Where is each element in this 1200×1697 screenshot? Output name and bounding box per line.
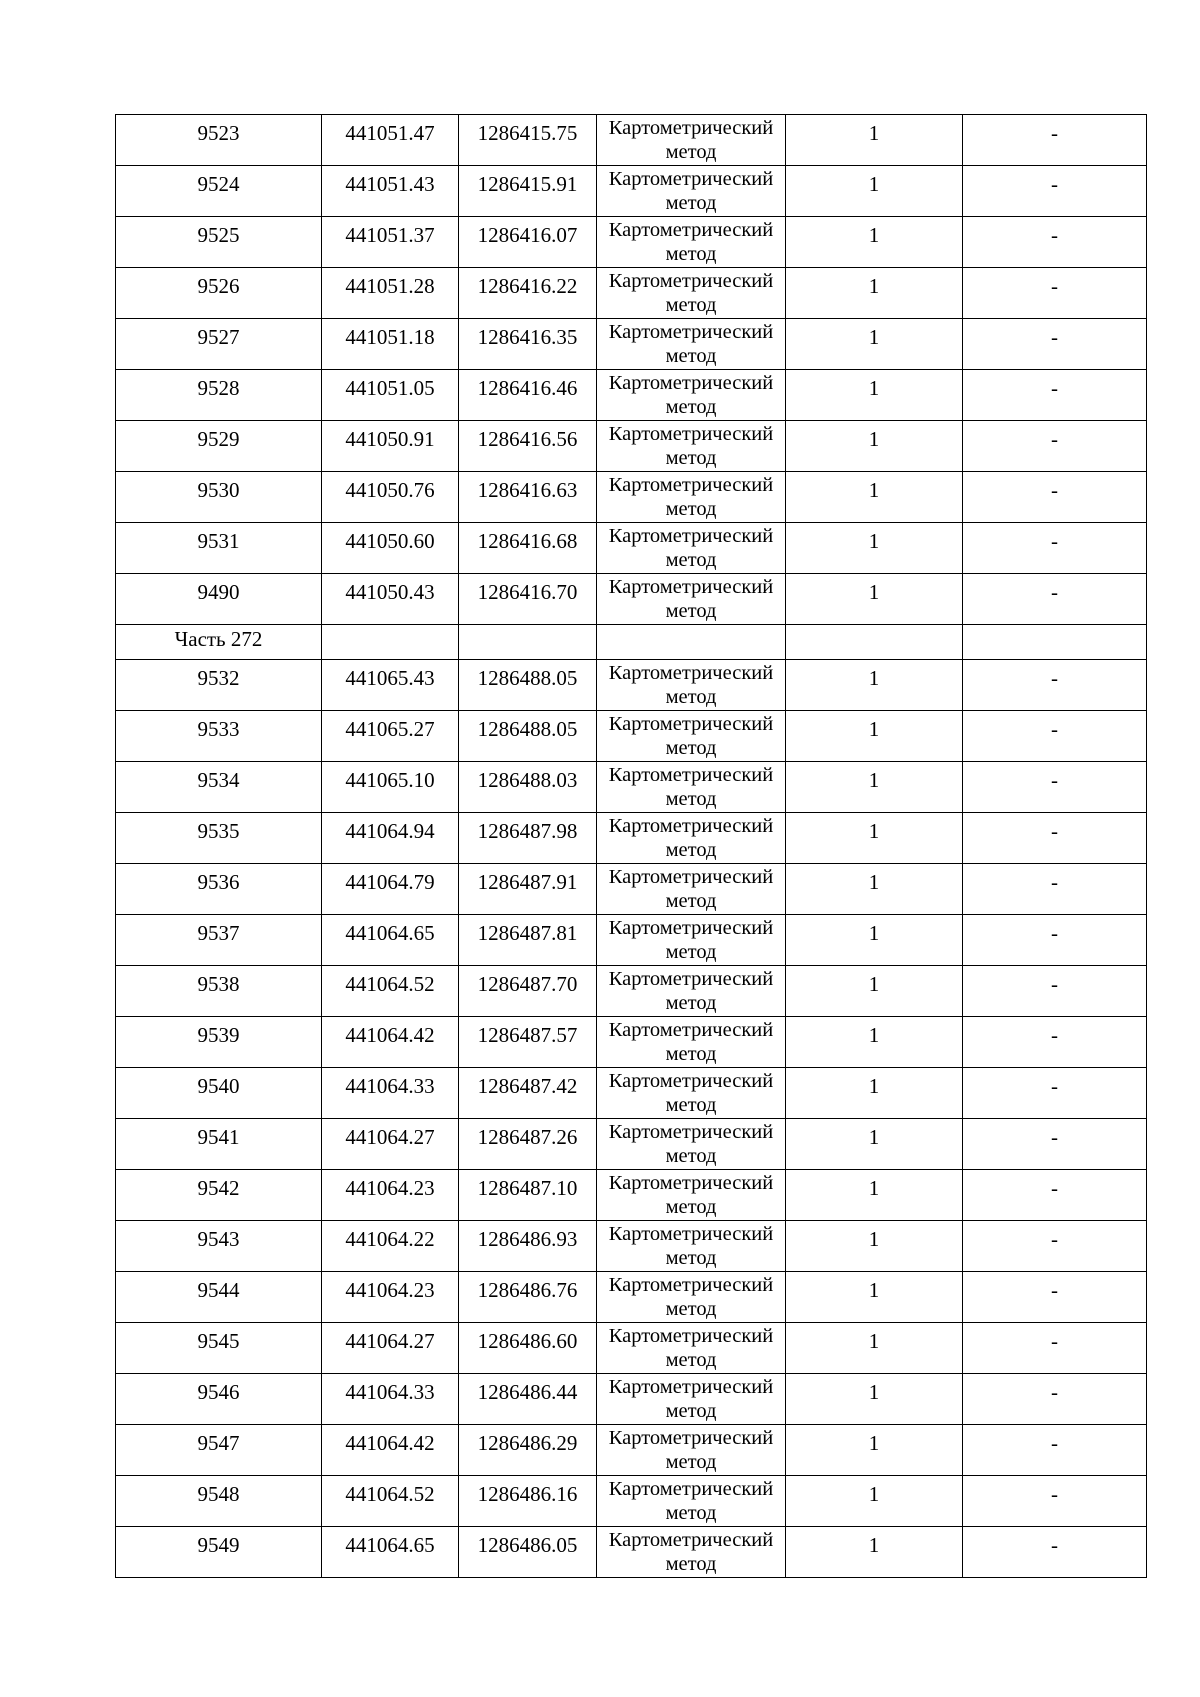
point-id-cell: 9537 (116, 915, 322, 966)
point-id-cell: 9531 (116, 523, 322, 574)
method-line-2: метод (665, 294, 717, 316)
x-coordinate-cell: 441051.43 (322, 166, 459, 217)
y-coordinate-cell: 1286487.70 (459, 966, 597, 1017)
point-id-cell: 9533 (116, 711, 322, 762)
accuracy-cell: 1 (786, 1119, 963, 1170)
method-cell (597, 217, 786, 268)
y-coordinate-cell: 1286416.70 (459, 574, 597, 625)
method-line-1: Картометрический (608, 117, 774, 139)
note-cell: - (963, 1272, 1147, 1323)
method-line-2: метод (665, 345, 717, 367)
note-cell: - (963, 864, 1147, 915)
point-id-cell: 9543 (116, 1221, 322, 1272)
table-row (116, 660, 1147, 711)
method-line-2: метод (665, 737, 717, 759)
method-line-1: Картометрический (608, 321, 774, 343)
table-row (116, 762, 1147, 813)
x-coordinate-cell: 441050.60 (322, 523, 459, 574)
method-cell (597, 915, 786, 966)
method-line-2: метод (665, 447, 717, 469)
point-id-cell: 9549 (116, 1527, 322, 1578)
x-coordinate-cell: 441064.42 (322, 1425, 459, 1476)
table-row (116, 813, 1147, 864)
x-coordinate-cell: 441064.65 (322, 915, 459, 966)
y-coordinate-cell: 1286487.81 (459, 915, 597, 966)
note-cell: - (963, 370, 1147, 421)
table-row (116, 574, 1147, 625)
method-line-1: Картометрический (608, 1172, 774, 1194)
point-id-cell: 9526 (116, 268, 322, 319)
method-line-2: метод (665, 941, 717, 963)
method-line-2: метод (665, 600, 717, 622)
accuracy-cell: 1 (786, 523, 963, 574)
note-cell: - (963, 1476, 1147, 1527)
note-cell: - (963, 115, 1147, 166)
note-cell: - (963, 472, 1147, 523)
method-cell (597, 1425, 786, 1476)
method-line-2: метод (665, 1298, 717, 1320)
point-id-cell: 9535 (116, 813, 322, 864)
method-line-2: метод (665, 1247, 717, 1269)
x-coordinate-cell: 441064.23 (322, 1272, 459, 1323)
accuracy-cell: 1 (786, 1272, 963, 1323)
method-line-2: метод (665, 1145, 717, 1167)
y-coordinate-cell: 1286487.42 (459, 1068, 597, 1119)
table-row (116, 268, 1147, 319)
method-line-2: метод (665, 1553, 717, 1575)
note-cell: - (963, 762, 1147, 813)
point-id-cell: 9534 (116, 762, 322, 813)
accuracy-cell: 1 (786, 711, 963, 762)
method-line-1: Картометрический (608, 1121, 774, 1143)
method-line-2: метод (665, 1451, 717, 1473)
x-coordinate-cell: 441064.33 (322, 1068, 459, 1119)
point-id-cell: 9546 (116, 1374, 322, 1425)
method-line-2: метод (665, 1196, 717, 1218)
note-cell: - (963, 1374, 1147, 1425)
method-line-2: метод (665, 192, 717, 214)
method-cell (597, 319, 786, 370)
accuracy-cell: 1 (786, 370, 963, 421)
table-row (116, 1170, 1147, 1221)
point-id-cell: 9541 (116, 1119, 322, 1170)
x-coordinate-cell: 441064.42 (322, 1017, 459, 1068)
y-coordinate-cell: 1286486.05 (459, 1527, 597, 1578)
note-cell: - (963, 1017, 1147, 1068)
method-cell (597, 1527, 786, 1578)
note-cell: - (963, 268, 1147, 319)
empty-cell (786, 625, 963, 660)
method-line-2: метод (665, 549, 717, 571)
method-line-1: Картометрический (608, 1070, 774, 1092)
x-coordinate-cell: 441065.10 (322, 762, 459, 813)
table-row (116, 370, 1147, 421)
table-row (116, 1017, 1147, 1068)
method-line-1: Картометрический (608, 764, 774, 786)
method-line-1: Картометрический (608, 662, 774, 684)
method-line-1: Картометрический (608, 713, 774, 735)
point-id-cell: 9527 (116, 319, 322, 370)
y-coordinate-cell: 1286487.98 (459, 813, 597, 864)
table-row (116, 421, 1147, 472)
accuracy-cell: 1 (786, 1323, 963, 1374)
accuracy-cell: 1 (786, 319, 963, 370)
table-row (116, 1374, 1147, 1425)
y-coordinate-cell: 1286486.16 (459, 1476, 597, 1527)
method-cell (597, 813, 786, 864)
method-line-1: Картометрический (608, 168, 774, 190)
method-line-1: Картометрический (608, 372, 774, 394)
table-row (116, 915, 1147, 966)
x-coordinate-cell: 441064.27 (322, 1119, 459, 1170)
point-id-cell: 9532 (116, 660, 322, 711)
table-row (116, 217, 1147, 268)
table-row (116, 1272, 1147, 1323)
y-coordinate-cell: 1286416.56 (459, 421, 597, 472)
accuracy-cell: 1 (786, 864, 963, 915)
point-id-cell: 9525 (116, 217, 322, 268)
method-line-1: Картометрический (608, 1019, 774, 1041)
method-cell (597, 660, 786, 711)
method-line-2: метод (665, 839, 717, 861)
method-cell (597, 1323, 786, 1374)
y-coordinate-cell: 1286486.76 (459, 1272, 597, 1323)
method-line-2: метод (665, 1094, 717, 1116)
section-label: Часть 272 (116, 625, 322, 660)
table-row (116, 1527, 1147, 1578)
note-cell: - (963, 1221, 1147, 1272)
accuracy-cell: 1 (786, 660, 963, 711)
x-coordinate-cell: 441064.27 (322, 1323, 459, 1374)
point-id-cell: 9542 (116, 1170, 322, 1221)
accuracy-cell: 1 (786, 1068, 963, 1119)
method-line-2: метод (665, 686, 717, 708)
accuracy-cell: 1 (786, 762, 963, 813)
method-line-1: Картометрический (608, 1376, 774, 1398)
y-coordinate-cell: 1286416.07 (459, 217, 597, 268)
note-cell: - (963, 1323, 1147, 1374)
method-cell (597, 1068, 786, 1119)
y-coordinate-cell: 1286416.63 (459, 472, 597, 523)
x-coordinate-cell: 441064.65 (322, 1527, 459, 1578)
x-coordinate-cell: 441064.52 (322, 1476, 459, 1527)
method-cell (597, 1476, 786, 1527)
method-line-2: метод (665, 788, 717, 810)
method-line-1: Картометрический (608, 1223, 774, 1245)
table-row (116, 472, 1147, 523)
y-coordinate-cell: 1286486.44 (459, 1374, 597, 1425)
y-coordinate-cell: 1286487.26 (459, 1119, 597, 1170)
note-cell: - (963, 915, 1147, 966)
point-id-cell: 9536 (116, 864, 322, 915)
accuracy-cell: 1 (786, 1425, 963, 1476)
method-line-1: Картометрический (608, 576, 774, 598)
table-row (116, 1323, 1147, 1374)
y-coordinate-cell: 1286416.68 (459, 523, 597, 574)
note-cell: - (963, 523, 1147, 574)
accuracy-cell: 1 (786, 1170, 963, 1221)
accuracy-cell: 1 (786, 115, 963, 166)
y-coordinate-cell: 1286486.93 (459, 1221, 597, 1272)
method-line-1: Картометрический (608, 1325, 774, 1347)
method-cell (597, 1170, 786, 1221)
table-row (116, 711, 1147, 762)
method-line-2: метод (665, 890, 717, 912)
method-cell (597, 268, 786, 319)
y-coordinate-cell: 1286488.05 (459, 660, 597, 711)
accuracy-cell: 1 (786, 1017, 963, 1068)
table-row (116, 966, 1147, 1017)
note-cell: - (963, 1527, 1147, 1578)
accuracy-cell: 1 (786, 1476, 963, 1527)
note-cell: - (963, 1425, 1147, 1476)
method-line-2: метод (665, 1349, 717, 1371)
x-coordinate-cell: 441051.47 (322, 115, 459, 166)
y-coordinate-cell: 1286488.05 (459, 711, 597, 762)
table-row (116, 166, 1147, 217)
accuracy-cell: 1 (786, 217, 963, 268)
accuracy-cell: 1 (786, 421, 963, 472)
method-cell (597, 574, 786, 625)
accuracy-cell: 1 (786, 966, 963, 1017)
method-cell (597, 1221, 786, 1272)
x-coordinate-cell: 441051.05 (322, 370, 459, 421)
table-row (116, 1425, 1147, 1476)
y-coordinate-cell: 1286486.29 (459, 1425, 597, 1476)
method-cell (597, 711, 786, 762)
method-line-2: метод (665, 141, 717, 163)
point-id-cell: 9545 (116, 1323, 322, 1374)
x-coordinate-cell: 441050.43 (322, 574, 459, 625)
point-id-cell: 9547 (116, 1425, 322, 1476)
note-cell: - (963, 966, 1147, 1017)
method-line-2: метод (665, 992, 717, 1014)
method-line-1: Картометрический (608, 1478, 774, 1500)
method-cell (597, 115, 786, 166)
x-coordinate-cell: 441050.76 (322, 472, 459, 523)
method-cell (597, 1017, 786, 1068)
note-cell: - (963, 217, 1147, 268)
point-id-cell: 9539 (116, 1017, 322, 1068)
method-line-2: метод (665, 1400, 717, 1422)
coordinates-table (115, 114, 1147, 1578)
method-line-2: метод (665, 1502, 717, 1524)
method-cell (597, 966, 786, 1017)
table-row (116, 1476, 1147, 1527)
y-coordinate-cell: 1286487.57 (459, 1017, 597, 1068)
table-row (116, 523, 1147, 574)
note-cell: - (963, 711, 1147, 762)
method-cell (597, 421, 786, 472)
coordinates-table-body (116, 115, 1147, 1578)
method-line-2: метод (665, 1043, 717, 1065)
method-line-1: Картометрический (608, 525, 774, 547)
y-coordinate-cell: 1286416.22 (459, 268, 597, 319)
x-coordinate-cell: 441064.79 (322, 864, 459, 915)
point-id-cell: 9523 (116, 115, 322, 166)
method-line-1: Картометрический (608, 1274, 774, 1296)
table-row (116, 864, 1147, 915)
method-line-1: Картометрический (608, 1529, 774, 1551)
empty-cell (597, 625, 786, 660)
y-coordinate-cell: 1286488.03 (459, 762, 597, 813)
method-cell (597, 523, 786, 574)
method-line-1: Картометрический (608, 917, 774, 939)
note-cell: - (963, 421, 1147, 472)
method-cell (597, 762, 786, 813)
method-cell (597, 1374, 786, 1425)
y-coordinate-cell: 1286486.60 (459, 1323, 597, 1374)
x-coordinate-cell: 441064.22 (322, 1221, 459, 1272)
x-coordinate-cell: 441051.28 (322, 268, 459, 319)
x-coordinate-cell: 441051.18 (322, 319, 459, 370)
y-coordinate-cell: 1286487.10 (459, 1170, 597, 1221)
point-id-cell: 9528 (116, 370, 322, 421)
table-row (116, 1119, 1147, 1170)
note-cell: - (963, 1170, 1147, 1221)
y-coordinate-cell: 1286487.91 (459, 864, 597, 915)
point-id-cell: 9540 (116, 1068, 322, 1119)
method-line-1: Картометрический (608, 219, 774, 241)
note-cell: - (963, 660, 1147, 711)
y-coordinate-cell: 1286416.46 (459, 370, 597, 421)
accuracy-cell: 1 (786, 1374, 963, 1425)
method-cell (597, 1272, 786, 1323)
point-id-cell: 9530 (116, 472, 322, 523)
table-row (116, 1221, 1147, 1272)
accuracy-cell: 1 (786, 166, 963, 217)
method-line-1: Картометрический (608, 866, 774, 888)
x-coordinate-cell: 441064.33 (322, 1374, 459, 1425)
note-cell: - (963, 1068, 1147, 1119)
x-coordinate-cell: 441065.27 (322, 711, 459, 762)
point-id-cell: 9490 (116, 574, 322, 625)
accuracy-cell: 1 (786, 574, 963, 625)
note-cell: - (963, 319, 1147, 370)
empty-cell (322, 625, 459, 660)
method-line-1: Картометрический (608, 423, 774, 445)
table-row (116, 115, 1147, 166)
note-cell: - (963, 1119, 1147, 1170)
x-coordinate-cell: 441051.37 (322, 217, 459, 268)
empty-cell (963, 625, 1147, 660)
y-coordinate-cell: 1286416.35 (459, 319, 597, 370)
method-cell (597, 166, 786, 217)
x-coordinate-cell: 441065.43 (322, 660, 459, 711)
method-cell (597, 472, 786, 523)
method-cell (597, 864, 786, 915)
point-id-cell: 9524 (116, 166, 322, 217)
method-line-2: метод (665, 243, 717, 265)
note-cell: - (963, 574, 1147, 625)
accuracy-cell: 1 (786, 472, 963, 523)
y-coordinate-cell: 1286415.75 (459, 115, 597, 166)
method-line-2: метод (665, 498, 717, 520)
point-id-cell: 9548 (116, 1476, 322, 1527)
note-cell: - (963, 813, 1147, 864)
accuracy-cell: 1 (786, 268, 963, 319)
method-line-1: Картометрический (608, 270, 774, 292)
method-line-2: метод (665, 396, 717, 418)
method-cell (597, 1119, 786, 1170)
table-row (116, 1068, 1147, 1119)
method-line-1: Картометрический (608, 968, 774, 990)
empty-cell (459, 625, 597, 660)
table-row (116, 319, 1147, 370)
x-coordinate-cell: 441064.23 (322, 1170, 459, 1221)
x-coordinate-cell: 441050.91 (322, 421, 459, 472)
y-coordinate-cell: 1286415.91 (459, 166, 597, 217)
note-cell: - (963, 166, 1147, 217)
method-cell (597, 370, 786, 421)
accuracy-cell: 1 (786, 813, 963, 864)
method-line-1: Картометрический (608, 474, 774, 496)
x-coordinate-cell: 441064.52 (322, 966, 459, 1017)
accuracy-cell: 1 (786, 915, 963, 966)
x-coordinate-cell: 441064.94 (322, 813, 459, 864)
method-line-1: Картометрический (608, 1427, 774, 1449)
point-id-cell: 9529 (116, 421, 322, 472)
point-id-cell: 9544 (116, 1272, 322, 1323)
accuracy-cell: 1 (786, 1527, 963, 1578)
accuracy-cell: 1 (786, 1221, 963, 1272)
point-id-cell: 9538 (116, 966, 322, 1017)
method-line-1: Картометрический (608, 815, 774, 837)
table-section-row (116, 625, 1147, 660)
